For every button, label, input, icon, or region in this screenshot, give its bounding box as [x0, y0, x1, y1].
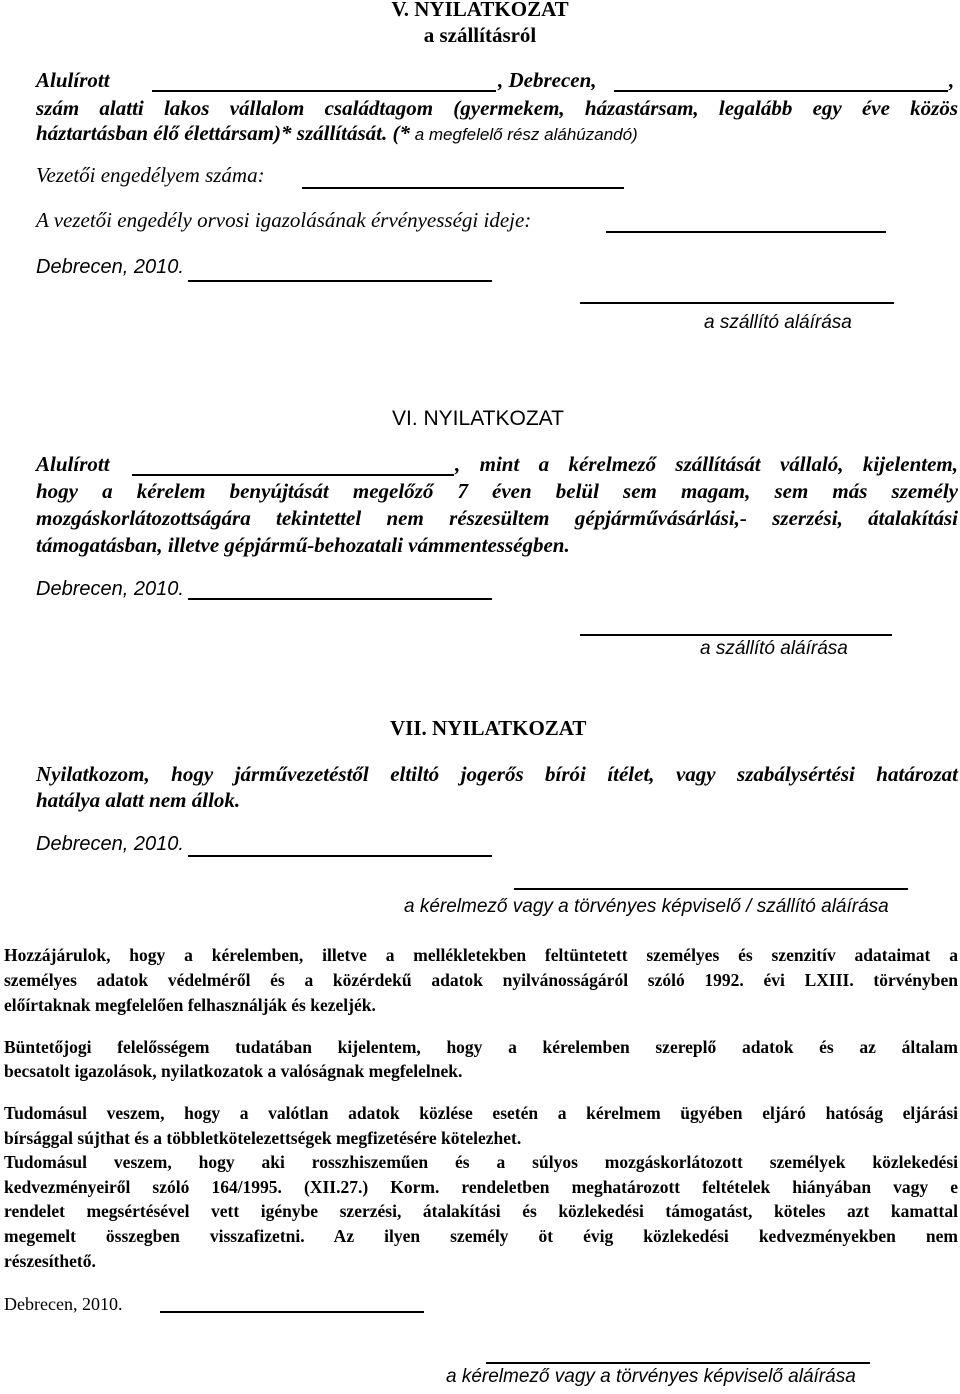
section6-line2: hogy a kérelem benyújtását megelőző 7 éven belül sem magam, sem más személy — [36, 479, 958, 503]
section5-line3-bold: háztartásban élő élettársam)* szállítását. — [36, 121, 388, 145]
section6-signature-line[interactable] — [580, 634, 892, 636]
address-line[interactable] — [614, 90, 948, 92]
medical-label: A vezetői engedély orvosi igazolásának érvényességi ideje: — [36, 208, 532, 232]
name-line[interactable] — [152, 90, 496, 92]
section5-title: V. NYILATKOZAT — [391, 0, 569, 21]
consent-date-line[interactable] — [160, 1311, 424, 1313]
section6-line4: támogatásban, illetve gépjármű-behozatali vámmentességben. — [36, 533, 570, 557]
consent-p2-l1: Büntetőjogi felelősségem tudatában kijelentem, hogy a kérelemben szereplő adatok és az általam — [4, 1037, 958, 1057]
section7-signature-line[interactable] — [514, 888, 908, 890]
section5-signature-line[interactable] — [580, 302, 894, 304]
consent-p1-l2: személyes adatok védelméről és a közérdekű adatok nyilvánosságáról szóló 1992. évi LXIII. törvényben — [4, 970, 958, 990]
consent-p4-l2: kedvezményeiről szóló 164/1995. (XII.27.) Korm. rendeletben meghatározott feltételek hiányában vagy e — [4, 1177, 958, 1197]
section7-date-line[interactable] — [188, 855, 492, 857]
section5-line2: szám alatti lakos vállalom családtagom (gyermekem, házastársam, legalább egy éve közös — [36, 96, 958, 120]
section5-note: a megfelelő rész aláhúzandó) — [409, 125, 638, 144]
consent-p4-l5: részesíthető. — [4, 1251, 96, 1271]
consent-signature-label: a kérelmező vagy a törvényes képviselő aláírása — [446, 1366, 856, 1387]
section6-date-line[interactable] — [188, 598, 492, 600]
section6-signature-label: a szállító aláírása — [700, 638, 848, 659]
section5-date-line[interactable] — [188, 280, 492, 282]
license-number-line[interactable] — [302, 187, 624, 189]
section7-line2: hatálya alatt nem állok. — [36, 788, 241, 812]
section5-line3 — [36, 121, 638, 146]
section5-alulirott: Alulírott — [36, 68, 110, 92]
section7-signature-label: a kérelmező vagy a törvényes képviselő / szállító aláírása — [404, 896, 889, 917]
license-label: Vezetői engedélyem száma: — [36, 163, 265, 187]
consent-p1-l3: előírtaknak megfelelően felhasználják és kezeljék. — [4, 995, 376, 1015]
consent-p3-l2: bírsággal sújthat és a többletkötelezettségek megfizetésére kötelezhet. — [4, 1128, 522, 1148]
section6-line3: mozgáskorlátozottságára tekintettel nem részesültem gépjárművásárlási,- szerzési, átalakítási — [36, 506, 958, 530]
medical-validity-line[interactable] — [606, 231, 886, 233]
consent-date-label: Debrecen, 2010. — [4, 1294, 123, 1314]
section5-comma: , — [949, 68, 955, 92]
consent-p4-l1: Tudomásul veszem, hogy aki rosszhiszeműen és a súlyos mozgáskorlátozott személyek közlekedési — [4, 1152, 958, 1172]
section5-signature-label: a szállító aláírása — [704, 312, 852, 333]
consent-p3-l1: Tudomásul veszem, hogy a valótlan adatok közlése esetén a kérelmem ügyében eljáró hatóság eljárási — [4, 1103, 958, 1123]
section7-line1: Nyilatkozom, hogy járművezetéstől eltiltó jogerős bírói ítélet, vagy szabálysértési határozat — [36, 762, 958, 786]
section6-line1: , mint a kérelmező szállítását vállaló, kijelentem, — [455, 452, 958, 476]
section5-note-star: (* — [392, 121, 410, 145]
section5-date-label: Debrecen, 2010. — [36, 256, 184, 278]
consent-p1-l1: Hozzájárulok, hogy a kérelemben, illetve a mellékletekben feltüntetett személyes és szenzitív adataimat a — [4, 945, 958, 965]
section6-alulirott: Alulírott — [36, 452, 110, 476]
section5-debrecen: , Debrecen, — [498, 68, 597, 92]
section6-date-label: Debrecen, 2010. — [36, 578, 184, 600]
consent-p4-l3: rendelet megsértésével vett igénybe szerzési, átalakítási és közlekedési támogatást, köteles azt kamattal — [4, 1201, 958, 1221]
consent-signature-line[interactable] — [486, 1362, 870, 1364]
section6-name-line[interactable] — [132, 474, 454, 476]
section6-title: VI. NYILATKOZAT — [392, 407, 564, 430]
consent-p2-l2: becsatolt igazolások, nyilatkozatok a valóságnak megfelelnek. — [4, 1061, 463, 1081]
section5-subtitle: a szállításról — [423, 23, 537, 47]
section7-date-label: Debrecen, 2010. — [36, 833, 184, 855]
consent-p4-l4: megemelt összegben visszafizetni. Az ilyen személy öt évig közlekedési kedvezményekben nem — [4, 1226, 958, 1246]
section7-title: VII. NYILATKOZAT — [390, 716, 587, 740]
